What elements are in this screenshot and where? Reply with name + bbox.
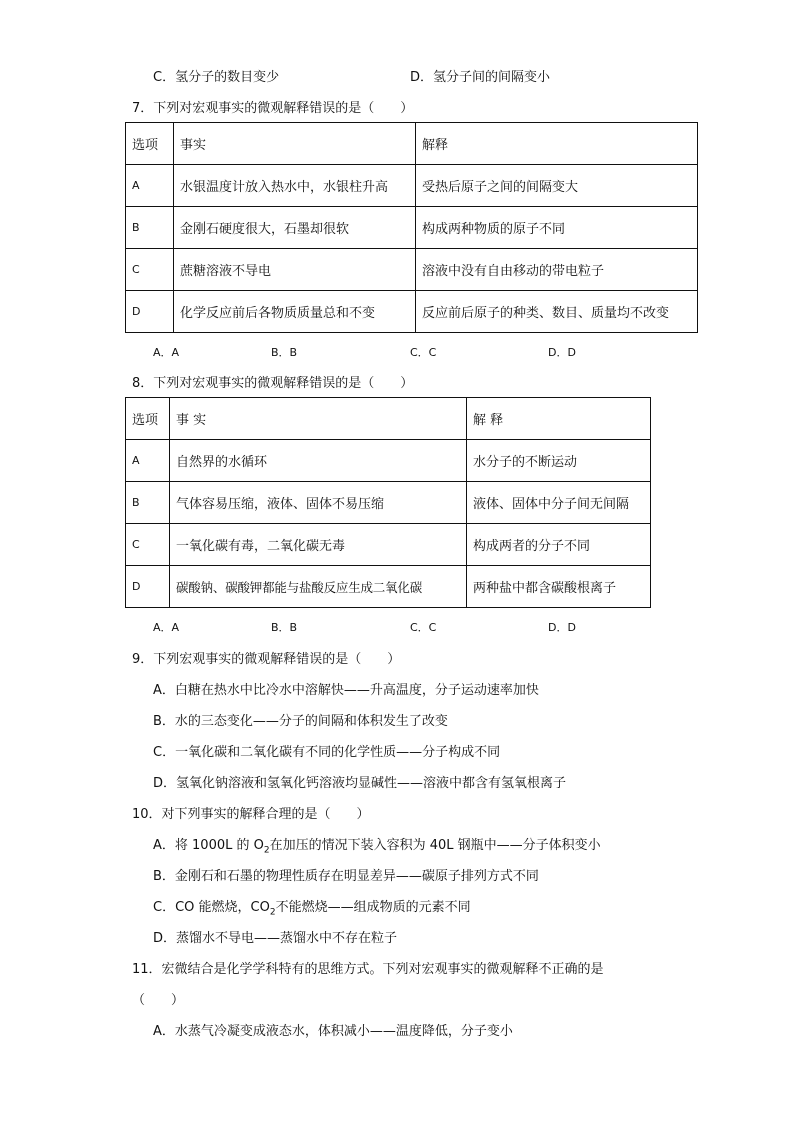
row-explanation: 构成两者的分子不同: [467, 524, 651, 566]
header-explanation: 解释: [416, 123, 698, 165]
q10-stem: 10．对下列事实的解释合理的是（ ）: [132, 807, 370, 822]
row-explanation: 两种盐中都含碳酸根离子: [467, 566, 651, 608]
row-fact: 气体容易压缩，液体、固体不易压缩: [170, 482, 467, 524]
header-option: 选项: [126, 398, 170, 440]
q10-option-a-pre: A．将 1000L 的 O: [153, 838, 264, 853]
row-explanation: 水分子的不断运动: [467, 440, 651, 482]
row-option: C: [126, 249, 174, 291]
table-row: [126, 566, 651, 608]
q10-option-a-post: 在加压的情况下装入容积为 40L 钢瓶中——分子体积变小: [269, 838, 601, 853]
q10-option-c-pre: C．CO 能燃烧，CO: [153, 900, 270, 915]
q9-option-a: A．白糖在热水中比冷水中溶解快——升高温度，分子运动速率加快: [153, 683, 539, 698]
row-fact: 水银温度计放入热水中，水银柱升高: [174, 165, 416, 207]
row-explanation: 溶液中没有自由移动的带电粒子: [416, 249, 698, 291]
table-row: [126, 482, 651, 524]
table-header-row: [126, 398, 651, 440]
row-explanation: 反应前后原子的种类、数目、质量均不改变: [416, 291, 698, 333]
table-row: [126, 165, 698, 207]
row-fact: 蔗糖溶液不导电: [174, 249, 416, 291]
choice-a: A．A: [153, 621, 180, 634]
row-option: B: [126, 482, 170, 524]
table-row: [126, 291, 698, 333]
q10-option-c: [153, 896, 471, 918]
row-explanation: 受热后原子之间的间隔变大: [416, 165, 698, 207]
row-fact: 自然界的水循环: [170, 440, 467, 482]
row-option: A: [126, 440, 170, 482]
row-option: A: [126, 165, 174, 207]
choice-a: A．A: [153, 346, 180, 359]
row-fact: 一氧化碳有毒，二氧化碳无毒: [170, 524, 467, 566]
row-fact: 碳酸钠、碳酸钾都能与盐酸反应生成二氧化碳: [170, 566, 467, 608]
choice-b: B．B: [271, 346, 298, 359]
q9-stem: 9．下列宏观事实的微观解释错误的是（ ）: [132, 652, 401, 667]
header-fact: 事 实: [170, 398, 467, 440]
choice-b: B．B: [271, 621, 298, 634]
row-fact: 金刚石硬度很大，石墨却很软: [174, 207, 416, 249]
table-row: [126, 524, 651, 566]
q7-stem: 7．下列对宏观事实的微观解释错误的是（ ）: [132, 101, 414, 116]
header-option: 选项: [126, 123, 174, 165]
row-explanation: 液体、固体中分子间无间隔: [467, 482, 651, 524]
row-option: D: [126, 291, 174, 333]
q9-option-c: C．一氧化碳和二氧化碳有不同的化学性质——分子构成不同: [153, 745, 501, 760]
choice-c: C．C: [410, 621, 437, 634]
q9-option-d: D．氢氧化钠溶液和氢氧化钙溶液均显碱性——溶液中都含有氢氧根离子: [153, 776, 567, 791]
q8-stem: 8．下列对宏观事实的微观解释错误的是（ ）: [132, 376, 414, 391]
table-row: [126, 440, 651, 482]
table-header-row: [126, 123, 698, 165]
row-fact: 化学反应前后各物质质量总和不变: [174, 291, 416, 333]
q7-table: [125, 122, 698, 333]
table-row: [126, 207, 698, 249]
header-fact: 事实: [174, 123, 416, 165]
q10-option-c-post: 不能燃烧——组成物质的元素不同: [275, 900, 471, 915]
q11-stem: 11．宏微结合是化学学科特有的思维方式。下列对宏观事实的微观解释不正确的是: [132, 962, 604, 977]
q6-option-d: D．氢分子间的间隔变小: [410, 70, 551, 85]
choice-d: D．D: [548, 621, 576, 634]
row-option: D: [126, 566, 170, 608]
q8-table: [125, 397, 651, 608]
q10-option-b: B．金刚石和石墨的物理性质存在明显差异——碳原子排列方式不同: [153, 869, 539, 884]
choice-d: D．D: [548, 346, 576, 359]
choice-c: C．C: [410, 346, 437, 359]
row-option: C: [126, 524, 170, 566]
q6-option-c: C．氢分子的数目变少: [153, 70, 280, 85]
q11-stem-cont: （ ）: [132, 993, 185, 1008]
q9-option-b: B．水的三态变化——分子的间隔和体积发生了改变: [153, 714, 448, 729]
row-option: B: [126, 207, 174, 249]
table-row: [126, 249, 698, 291]
q10-option-a: [153, 834, 601, 856]
q10-option-a-sub: 2: [263, 845, 270, 856]
q10-option-c-sub: 2: [269, 907, 276, 918]
q11-option-a: A．水蒸气冷凝变成液态水，体积减小——温度降低，分子变小: [153, 1024, 513, 1039]
row-explanation: 构成两种物质的原子不同: [416, 207, 698, 249]
header-explanation: 解 释: [467, 398, 651, 440]
q10-option-d: D．蒸馏水不导电——蒸馏水中不存在粒子: [153, 931, 398, 946]
